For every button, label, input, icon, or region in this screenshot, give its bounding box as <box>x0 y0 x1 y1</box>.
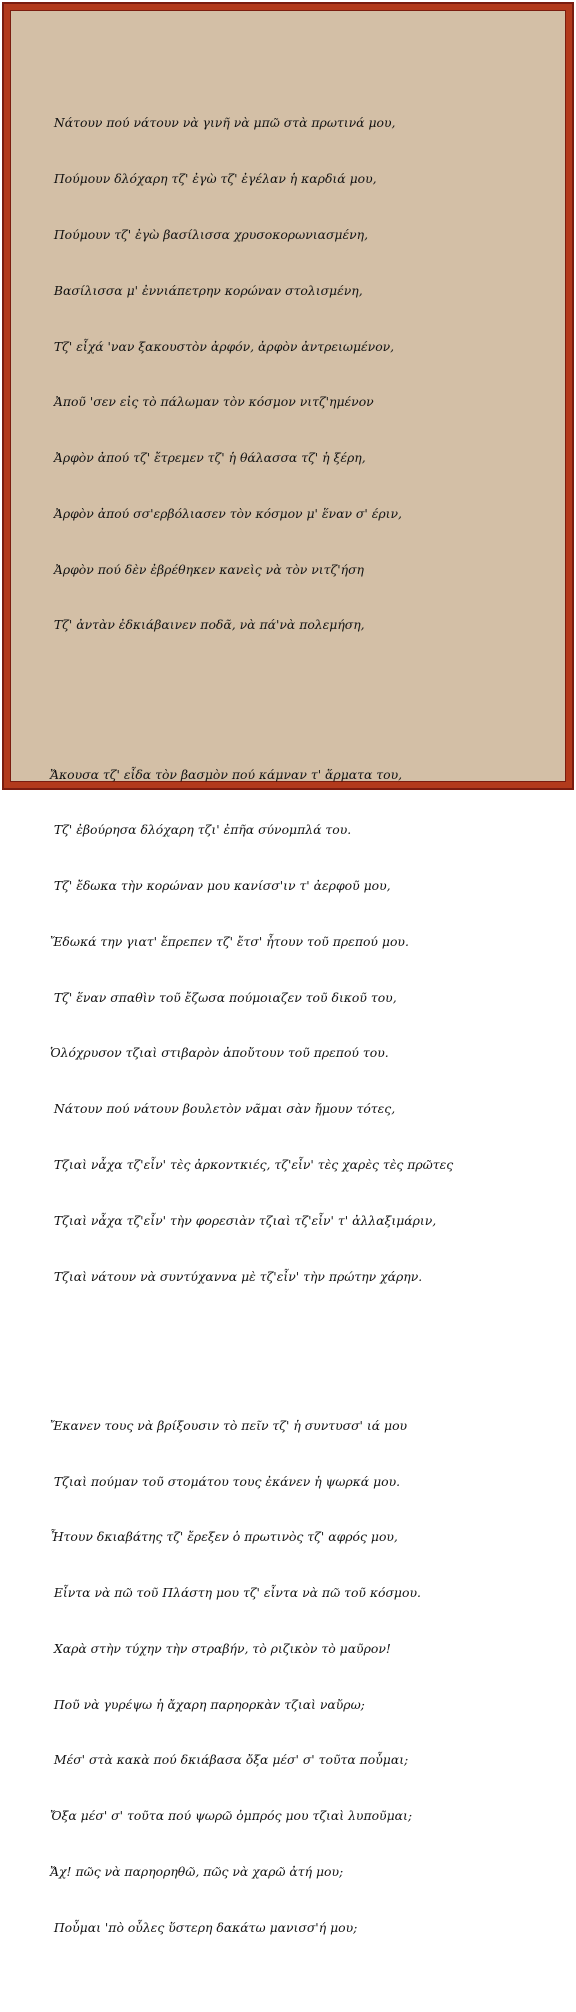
poem-line: Νάτουν πού νάτουν βουλετὸν νᾶμαι σὰν ἤμουν τότες, <box>46 1101 396 1117</box>
poem-line: Ἀποῦ 'σεν εἰς τὸ πάλωμαν τὸν κόσμον νιτζ'ημένον <box>46 394 374 410</box>
poem-line: Τζ' ἔδωκα τὴν κορώναν μου κανίσσ'ιν τ' ἀερφοῦ μου, <box>46 878 391 894</box>
poem-line: Εἶντα νὰ πῶ τοῦ Πλάστη μου τζ' εἶντα νὰ πῶ τοῦ κόσμου. <box>46 1585 421 1601</box>
poem-line: Τζ' ἕναν σπαθὶν τοῦ ἔζωσα πούμοιαζεν τοῦ δικοῦ του, <box>46 989 397 1005</box>
poem-line: Τζ' ἐβούρησα δλόχαρη τζι' ἐπῆα σύνομπλά του. <box>46 822 352 838</box>
poem-line: Τζιαὶ νάτουν νὰ συντύχαννα μὲ τζ'εἶν' τὴν πρώτην χάρην. <box>46 1268 423 1284</box>
poem-text <box>46 40 546 2012</box>
poem-line: Ἀρφὸν ἀπού τζ' ἔτρεμεν τζ' ἡ θάλασσα τζ' ἡ ξέρη, <box>46 450 366 466</box>
poem-line: Τζ' ἀντὰν ἐδκιάβαινεν ποδᾶ, νὰ πά'νὰ πολεμήση, <box>46 617 365 633</box>
poem-line: Ἔδωκά την γιατ' ἔπρεπεν τζ' ἔτσ' ἦτουν τοῦ πρεπού μου. <box>46 933 409 949</box>
poem-line: Χαρὰ στὴν τύχην τὴν στραβήν, τὸ ριζικὸν τὸ μαῦρον! <box>46 1640 391 1656</box>
poem-line: Μέσ' στὰ κακὰ πού δκιάβασα ὄξα μέσ' σ' τοῦτα ποὖμαι; <box>46 1752 409 1768</box>
poem-line: Ἦτουν δκιαβάτης τζ' ἔρεξεν ὁ πρωτινὸς τζ' αφρός μου, <box>46 1529 398 1545</box>
poem-line: Πούμουν δλόχαρη τζ' ἐγὼ τζ' ἐγέλαν ἡ καρδιά μου, <box>46 171 377 187</box>
poem-line: Τζιαὶ νἆχα τζ'εἶν' τὴν φορεσιὰν τζιαὶ τζ'εἶν' τ' ἀλλαξιμάριν, <box>46 1212 437 1228</box>
poem-line: Νάτουν πού νάτουν νὰ γινῆ νὰ μπῶ στὰ πρωτινά μου, <box>46 115 396 131</box>
poem-line: Τζ' εἶχά 'ναν ξακουστὸν ἀρφόν, ἀρφὸν ἀντρειωμένον, <box>46 338 395 354</box>
stanza-3 <box>46 1380 546 1975</box>
stanza-2 <box>46 728 546 1323</box>
poem-line: Τζιαὶ νἆχα τζ'εἶν' τὲς ἀρκοντκιές, τζ'εἶν' τὲς χαρὲς τὲς πρῶτες <box>46 1157 454 1173</box>
poem-line: Ὁλόχρυσον τζιαὶ στιβαρὸν ἀποὔτουν τοῦ πρεπού του. <box>46 1045 389 1061</box>
poem-line: Ἄχ! πῶς νὰ παρηορηθῶ, πῶς νὰ χαρῶ ἀτή μου; <box>46 1864 344 1879</box>
poem-line: Ὄξα μέσ' σ' τοῦτα πού ψωρῶ ὀμπρός μου τζιαὶ λυποῦμαι; <box>46 1808 413 1824</box>
poem-line: Ποῦ νὰ γυρέψω ἡ ἄχαρη παρηορκὰν τζιαὶ ναὔρω; <box>46 1696 365 1712</box>
poem-line: Βασίλισσα μ' ἐννιάπετρην κορώναν στολισμένη, <box>46 282 363 298</box>
poem-line: Ποὖμαι 'πὸ οὗλες ὕστερη δακάτω μανισσ'ή μου; <box>46 1919 358 1935</box>
poem-line: Ἀρφὸν πού δὲν ἐβρέθηκεν κανεὶς νὰ τὸν νιτζ'ήση <box>46 561 364 577</box>
poem-line: Ἔκανεν τους νὰ βρίξουσιν τὸ πεῖν τζ' ἡ συντυσσ' ιά μου <box>46 1417 408 1433</box>
poem-line: Τζιαὶ πούμαν τοῦ στομάτου τους ἐκάνεν ἡ ψωρκά μου. <box>46 1473 401 1489</box>
stanza-1 <box>46 77 546 672</box>
poem-line: Ἄκουσα τζ' εἶδα τὸν βασμὸν πού κάμναν τ' ἅρματα του, <box>46 766 403 782</box>
poem-line: Πούμουν τζ' ἐγὼ βασίλισσα χρυσοκορωνιασμένη, <box>46 226 369 242</box>
poem-line: Ἀρφὸν ἀπού σσ'ερβόλιασεν τὸν κόσμον μ' ἕναν σ' έριν, <box>46 505 402 521</box>
